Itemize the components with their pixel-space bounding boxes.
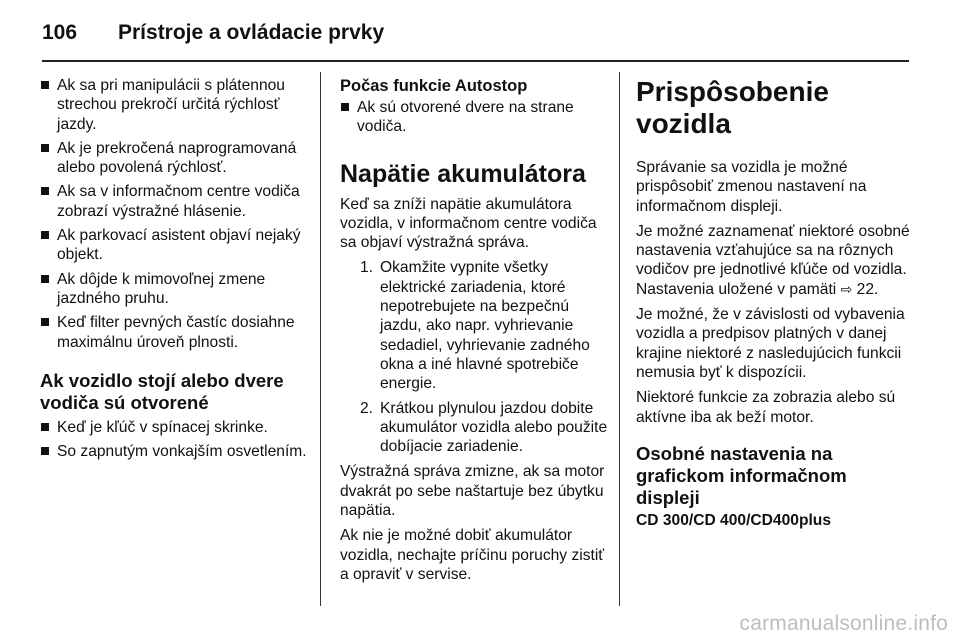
list-item: So zapnutým vonkajším osvetlením.: [40, 442, 308, 461]
column-left: [40, 76, 308, 466]
list-item: 2. Krátkou plynulou jazdou dobite akumulátor vozidla alebo použite dobíjacie zariadenie.: [360, 399, 608, 456]
list-item: Ak je prekročená naprogramovaná alebo povolená rýchlosť.: [40, 139, 308, 178]
warning-conditions-list: [40, 76, 308, 352]
autostop-conditions-list: [340, 98, 610, 137]
availability-paragraph: Je možné, že v závislosti od vybavenia vozidla a predpisov platných v danej krajine niektoré z nasledujúcich funkcii nemusia byť k dispozícii.: [636, 306, 905, 381]
list-item: Ak sa pri manipulácii s plátennou strechou prekročí určitá rýchlosť jazdy.: [40, 76, 308, 134]
radio-models-heading: CD 300/CD 400/CD400plus: [636, 511, 832, 529]
header-divider: [42, 60, 909, 62]
vehicle-stationary-heading: Ak vozidlo stojí alebo dvere vodiča sú otvorené: [40, 369, 284, 413]
page-title: Prístroje a ovládacie prvky: [118, 21, 385, 44]
bullet-square-icon: [41, 275, 49, 283]
personal-settings-paragraph: Je možné zaznamenať niektoré osobné nastavenia vzťahujúce sa na rôznych vodičov pre jednotlivé kľúče od vozidla. Nastavenia uložené v pamäti ⇨ 22.: [636, 222, 910, 298]
bullet-square-icon: [41, 318, 49, 326]
battery-intro-paragraph: Keď sa zníži napätie akumulátora vozidla, v informačnom centre vodiča sa objaví výstražná správa.: [340, 195, 597, 252]
service-paragraph: Ak nie je možné dobiť akumulátor vozidla, nechajte príčinu poruchy zistiť a opraviť v servise.: [340, 527, 605, 583]
bullet-square-icon: [41, 144, 49, 152]
battery-steps-list: [340, 258, 610, 456]
warning-disappears-paragraph: Výstražná správa zmizne, ak sa motor dvakrát po sebe naštartuje bez úbytku napätia.: [340, 463, 605, 520]
column-right: [636, 76, 910, 530]
bullet-square-icon: [41, 81, 49, 89]
battery-voltage-title: Napätie akumulátora: [340, 159, 586, 188]
personalization-intro-paragraph: Správanie sa vozidla je možné prispôsobiť zmenou nastavení na informačnom displeji.: [636, 159, 867, 215]
list-item: Ak sú otvorené dvere na strane vodiča.: [340, 98, 610, 137]
bullet-square-icon: [41, 231, 49, 239]
reference-arrow-icon: ⇨: [840, 280, 853, 297]
list-item: Ak parkovací asistent objaví nejaký objekt.: [40, 226, 308, 265]
column-middle: [340, 76, 610, 590]
page-reference-link[interactable]: 22.: [856, 280, 879, 298]
list-item: Ak dôjde k mimovoľnej zmene jazdného pruhu.: [40, 270, 308, 309]
bullet-square-icon: [341, 103, 349, 111]
column-divider-left: [320, 72, 321, 606]
column-divider-right: [619, 72, 620, 606]
bullet-square-icon: [41, 447, 49, 455]
vehicle-personalization-title: Prispôsobenie vozidla: [636, 76, 829, 139]
bullet-square-icon: [41, 187, 49, 195]
list-item: 1. Okamžite vypnite všetky elektrické zariadenia, ktoré nepotrebujete na bezpečnú jazdu, ako napr. vyhrievanie sedadiel, vyhrievanie zadného okna a iné hlavné spotrebiče energie.: [360, 259, 590, 393]
page-number: 106: [42, 21, 78, 44]
list-item: Ak sa v informačnom centre vodiča zobrazí výstražné hlásenie.: [40, 182, 308, 221]
list-item: Keď filter pevných častíc dosiahne maximálnu úroveň plnosti.: [40, 313, 308, 352]
watermark: carmanualsonline.info: [739, 612, 948, 635]
graphic-display-settings-heading: Osobné nastavenia na grafickom informačnom displeji: [636, 442, 847, 508]
autostop-heading: Počas funkcie Autostop: [340, 77, 528, 95]
list-item: Keď je kľúč v spínacej skrinke.: [40, 418, 308, 437]
bullet-square-icon: [41, 423, 49, 431]
stationary-conditions-list: [40, 418, 308, 462]
page-header: [42, 16, 384, 50]
engine-running-paragraph: Niektoré funkcie za zobrazia alebo sú aktívne iba ak beží motor.: [636, 389, 896, 426]
